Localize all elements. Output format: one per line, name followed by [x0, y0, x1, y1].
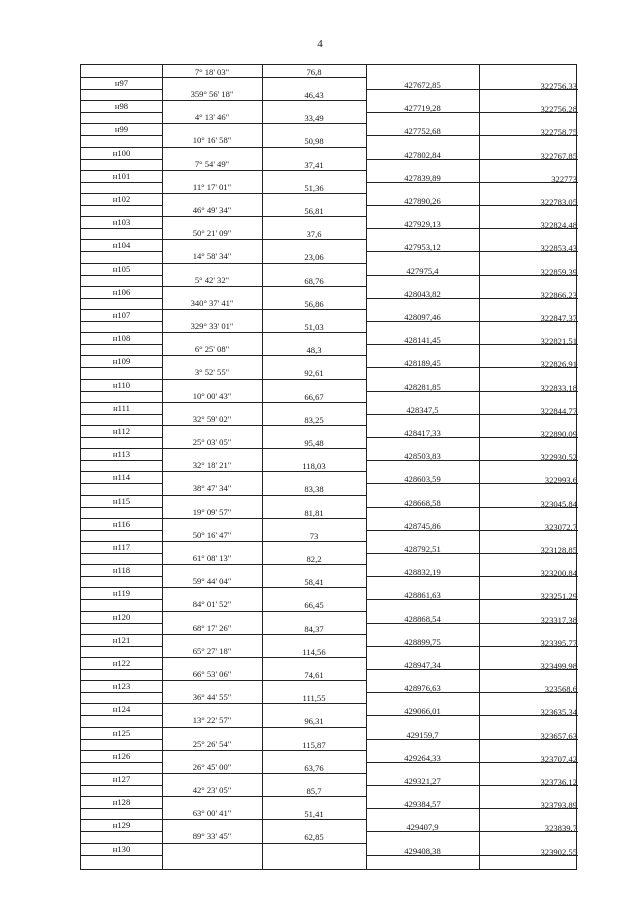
- coordinate-x: 427719,28: [404, 103, 441, 114]
- point-name: н100: [112, 147, 131, 158]
- point-name: н122: [112, 658, 131, 668]
- segment-angle: 10° 16' 58": [192, 135, 232, 146]
- coordinate-y: 322859,39: [540, 266, 577, 277]
- row-divider: [81, 599, 162, 600]
- segment-distance: 50,98: [304, 136, 324, 147]
- row-divider: [81, 205, 162, 206]
- segment-angle: 42° 23' 05": [192, 785, 232, 795]
- point-name: н128: [112, 797, 131, 808]
- first-segment-angle: 7° 18' 03": [194, 67, 230, 77]
- coordinate-y: 323736,12: [540, 777, 577, 787]
- segment-distance: 56,86: [304, 298, 324, 309]
- coordinate-y: 323568,6: [544, 684, 577, 695]
- row-divider: [81, 321, 162, 322]
- coordinate-y: 322826,91: [540, 359, 577, 370]
- coordinate-x: 429159,7: [406, 729, 439, 740]
- point-name: н130: [112, 843, 131, 854]
- row-divider: [81, 669, 162, 670]
- coordinate-y: 322853,43: [540, 243, 577, 254]
- row-divider: [81, 391, 162, 392]
- row-divider: [81, 855, 162, 856]
- segment-distance: 92,61: [304, 368, 324, 379]
- segment-distance: 85,7: [306, 786, 322, 796]
- coordinate-x: 428745,86: [404, 520, 441, 531]
- segment-distance: 37,6: [306, 229, 322, 240]
- segment-distance: 83,38: [304, 484, 324, 495]
- coordinate-y: 322756,28: [540, 104, 577, 115]
- segment-angle: 84° 01' 52": [192, 599, 232, 610]
- coordinate-x: 428868,54: [404, 613, 441, 624]
- row-divider: [81, 808, 162, 809]
- segment-distance: 82,2: [306, 554, 322, 564]
- row-divider: [81, 159, 162, 160]
- row-divider: [81, 89, 162, 90]
- coordinate-y: 322783,05: [540, 197, 577, 207]
- segment-distance: 68,76: [304, 275, 324, 286]
- coordinate-x: 428603,59: [404, 474, 441, 485]
- row-divider: [81, 739, 162, 740]
- segment-distance: 74,61: [304, 670, 324, 680]
- segment-angle: 63° 00' 41": [192, 808, 232, 819]
- row-divider: [81, 553, 162, 554]
- column-divider: [366, 65, 367, 869]
- segment-distance: 84,37: [304, 623, 324, 634]
- coordinate-x: 428832,19: [404, 567, 441, 578]
- segment-distance: 115,87: [302, 739, 326, 750]
- row-divider: [81, 135, 162, 136]
- coordinate-x: 428503,83: [404, 451, 441, 462]
- segment-distance: 118,03: [302, 461, 326, 472]
- point-name: н113: [112, 449, 131, 460]
- coordinate-y: 322993,6: [544, 475, 577, 486]
- coordinate-x: 428141,45: [404, 335, 441, 346]
- coordinate-y: 322758,75: [540, 127, 577, 138]
- row-divider: [81, 785, 162, 786]
- row-divider: [81, 762, 162, 763]
- point-name: н102: [112, 194, 131, 204]
- segment-distance: 62,85: [304, 832, 324, 843]
- point-name: н112: [112, 426, 131, 436]
- point-name: н111: [113, 402, 130, 413]
- coordinate-x: 429066,01: [404, 706, 441, 717]
- segment-distance: 73: [309, 530, 319, 541]
- coordinate-y: 322767,85: [540, 150, 577, 161]
- point-name: н123: [112, 681, 131, 692]
- segment-angle: 10° 00' 43": [192, 390, 232, 401]
- coordinate-y: 322890,09: [540, 429, 577, 439]
- point-name: н119: [112, 588, 131, 599]
- segment-distance: 83,25: [304, 414, 324, 425]
- coordinate-x: 428861,63: [404, 590, 441, 601]
- segment-angle: 25° 26' 54": [192, 738, 232, 749]
- coordinate-x: 428281,85: [404, 381, 441, 392]
- coordinate-y: 323045,84: [540, 498, 577, 509]
- segment-angle: 5° 42' 32": [194, 274, 230, 285]
- segment-angle: 32° 59' 02": [192, 413, 232, 424]
- coordinate-y: 323072,7: [544, 521, 577, 532]
- point-name: н108: [112, 333, 131, 344]
- coordinate-x: 427953,12: [404, 242, 441, 253]
- coordinate-y: 322821,51: [540, 336, 577, 347]
- row-divider: [81, 646, 162, 647]
- segment-angle: 65° 27' 18": [192, 645, 232, 656]
- coordinate-y: 323128,85: [540, 545, 577, 555]
- segment-distance: 96,31: [304, 716, 324, 727]
- segment-angle: 11° 17' 01": [192, 181, 232, 192]
- coordinate-x: 428347,5: [406, 404, 439, 415]
- point-name: н117: [112, 542, 131, 552]
- point-name: н126: [112, 750, 131, 761]
- segment-angle: 359° 56' 18": [190, 89, 234, 99]
- coordinate-x: 427839,89: [404, 172, 441, 183]
- segment-distance: 114,56: [302, 646, 326, 657]
- point-name: н127: [112, 774, 131, 784]
- segment-distance: 33,49: [304, 113, 324, 124]
- segment-angle: 46° 49' 34": [192, 205, 232, 215]
- row-divider: [81, 507, 162, 508]
- coordinate-x: 427752,68: [404, 126, 441, 137]
- coordinate-x: 429264,33: [404, 752, 441, 763]
- point-name: н97: [114, 78, 129, 88]
- segment-angle: 61° 08' 13": [192, 553, 232, 563]
- row-divider: [81, 367, 162, 368]
- segment-distance: 23,06: [304, 252, 324, 263]
- coordinate-x: 428792,51: [404, 544, 441, 554]
- coordinate-y: 323317,38: [540, 614, 577, 625]
- point-name: н118: [112, 565, 131, 576]
- coordinate-x: 428976,63: [404, 683, 441, 694]
- row-divider: [81, 414, 162, 415]
- coordinate-y: 323707,42: [540, 753, 577, 764]
- segment-angle: 32° 18' 21": [192, 460, 232, 471]
- row-divider: [81, 623, 162, 624]
- coordinate-x: 428189,45: [404, 358, 441, 369]
- coordinate-x: 428417,33: [404, 428, 441, 438]
- point-name: н129: [112, 820, 131, 831]
- segment-distance: 66,67: [304, 391, 324, 402]
- coordinate-x: 428668,58: [404, 497, 441, 508]
- point-name: н121: [112, 634, 131, 645]
- row-divider: [81, 228, 162, 229]
- segment-distance: 95,48: [304, 438, 324, 448]
- segment-angle: 36° 44' 55": [192, 692, 232, 703]
- coordinate-y: 323635,34: [540, 707, 577, 718]
- segment-distance: 51,41: [304, 809, 324, 820]
- row-divider: [81, 182, 162, 183]
- segment-angle: 4° 13' 46": [194, 112, 230, 123]
- coordinate-x: 427672,85: [404, 80, 441, 90]
- page-number: 4: [317, 38, 323, 50]
- row-divider: [81, 112, 162, 113]
- coordinate-y: 323395,77: [540, 637, 577, 648]
- segment-distance: 46,43: [304, 90, 324, 100]
- coordinate-y: 323200,84: [540, 568, 577, 579]
- point-name: н99: [114, 124, 129, 135]
- segment-distance: 81,81: [304, 507, 324, 518]
- coordinates-table: [80, 64, 577, 870]
- coordinate-x: 428947,34: [404, 660, 441, 670]
- segment-angle: 340° 37' 41": [190, 297, 234, 308]
- row-divider: [81, 344, 162, 345]
- coordinate-y: 322866,23: [540, 289, 577, 300]
- coordinate-y: 323902,55: [540, 846, 577, 857]
- row-divider: [81, 831, 162, 832]
- coordinate-y: 322847,37: [540, 313, 577, 323]
- segment-angle: 13° 22' 57": [192, 715, 232, 726]
- point-name: н124: [112, 704, 131, 715]
- segment-angle: 25° 03' 05": [192, 437, 232, 447]
- segment-angle: 19° 09' 57": [192, 506, 232, 517]
- coordinate-x: 428899,75: [404, 636, 441, 647]
- point-name: н125: [112, 727, 131, 738]
- row-divider: [81, 530, 162, 531]
- point-name: н106: [112, 286, 131, 297]
- coordinate-x: 427802,84: [404, 149, 441, 160]
- segment-distance: 111,55: [302, 693, 326, 704]
- point-name: н103: [112, 217, 131, 228]
- row-divider: [81, 298, 162, 299]
- segment-angle: 38° 47' 34": [192, 483, 232, 494]
- segment-angle: 14° 58' 34": [192, 251, 232, 262]
- row-divider: [81, 483, 162, 484]
- point-name: н98: [114, 101, 129, 112]
- point-name: н105: [112, 263, 131, 274]
- row-divider: [81, 715, 162, 716]
- coordinate-x: 429407,9: [406, 822, 439, 833]
- segment-angle: 59° 44' 04": [192, 576, 232, 587]
- segment-angle: 7° 54' 49": [194, 158, 230, 169]
- coordinate-y: 322773: [551, 173, 577, 184]
- point-name: н101: [112, 170, 131, 181]
- point-name: н115: [112, 495, 131, 506]
- coordinate-y: 322844,77: [540, 405, 577, 416]
- coordinate-y: 322756,33: [540, 81, 577, 91]
- segment-distance: 58,41: [304, 577, 324, 588]
- row-divider: [81, 251, 162, 252]
- segment-distance: 37,41: [304, 159, 324, 170]
- segment-distance: 51,36: [304, 182, 324, 193]
- coordinate-x: 429408,38: [404, 845, 441, 856]
- segment-angle: 26° 45' 00": [192, 761, 232, 772]
- first-segment-distance: 76,8: [306, 67, 322, 77]
- point-name: н107: [112, 310, 131, 320]
- row-divider: [81, 275, 162, 276]
- coordinate-x: 429321,27: [404, 776, 441, 786]
- segment-distance: 51,03: [304, 322, 324, 332]
- point-name: н116: [112, 518, 131, 529]
- coordinate-x: 427929,13: [404, 219, 441, 230]
- coordinate-y: 322824,48: [540, 220, 577, 231]
- row-divider: [81, 437, 162, 438]
- coordinate-x: 429384,57: [404, 799, 441, 810]
- segment-angle: 50° 21' 09": [192, 228, 232, 239]
- row-divider: [81, 692, 162, 693]
- segment-angle: 6° 25' 08": [194, 344, 230, 355]
- segment-angle: 3° 52' 55": [194, 367, 230, 378]
- segment-angle: 50° 16' 47": [192, 529, 232, 540]
- column-divider: [479, 65, 480, 869]
- point-name: н110: [112, 379, 131, 390]
- coordinate-y: 322930,52: [540, 452, 577, 463]
- coordinate-y: 323657,63: [540, 730, 577, 741]
- segment-distance: 48,3: [306, 345, 322, 356]
- coordinate-y: 323251,29: [540, 591, 577, 602]
- coordinate-y: 323499,98: [540, 661, 577, 671]
- point-name: н114: [112, 472, 131, 483]
- segment-distance: 66,45: [304, 600, 324, 611]
- coordinate-y: 323839,7: [544, 823, 577, 834]
- segment-angle: 329° 33' 01": [190, 321, 234, 331]
- coordinate-y: 322833,18: [540, 382, 577, 393]
- segment-distance: 63,76: [304, 762, 324, 773]
- point-name: н120: [112, 611, 131, 622]
- row-divider: [81, 576, 162, 577]
- coordinate-x: 428043,82: [404, 288, 441, 299]
- point-name: н104: [112, 240, 131, 251]
- segment-angle: 68° 17' 26": [192, 622, 232, 633]
- segment-distance: 56,81: [304, 206, 324, 216]
- segment-angle: 89° 33' 45": [192, 831, 232, 842]
- row-divider: [81, 460, 162, 461]
- coordinate-x: 427975,4: [406, 265, 439, 276]
- coordinate-x: 427890,26: [404, 196, 441, 206]
- point-name: н109: [112, 356, 131, 367]
- coordinate-x: 428097,46: [404, 312, 441, 322]
- segment-angle: 66° 53' 06": [192, 669, 232, 679]
- coordinate-y: 323793,89: [540, 800, 577, 811]
